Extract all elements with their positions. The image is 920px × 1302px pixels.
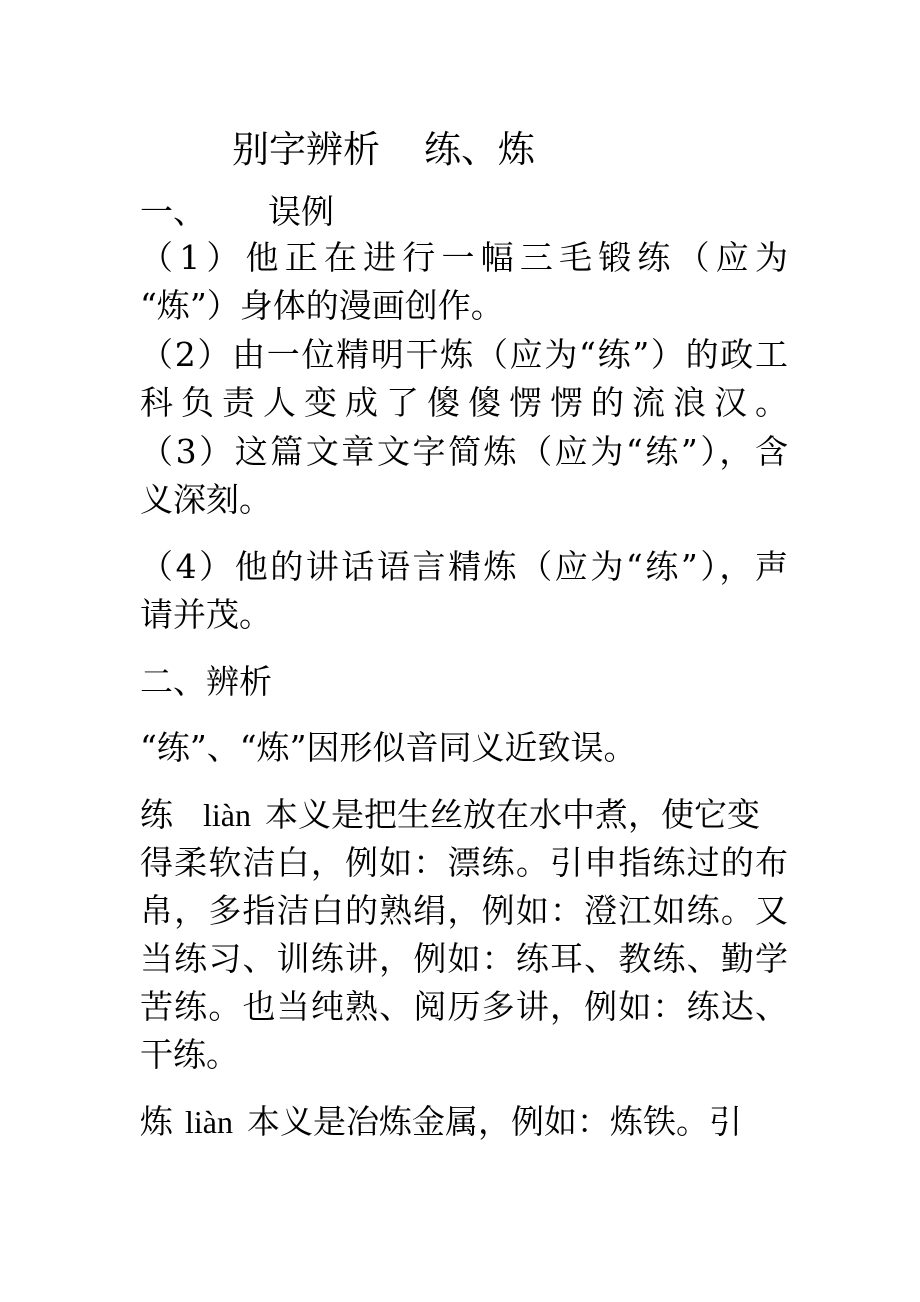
entry-definition-start: 本义是冶炼金属，例如：炼铁。引 [246,1102,742,1141]
entry-lian-silk-line-6: 干练。 [140,1035,239,1074]
entry-lian-silk-line-4: 当练习、训练讲，例如：练耳、教练、勤学 [140,939,788,978]
example-1-line-1: （1）他正在进行一幅三毛锻练（应为 [140,238,788,277]
entry-character: 炼 [140,1102,173,1141]
document-title [232,126,535,174]
example-3-line-1: （3）这篇文章文字简炼（应为“练”），含 [140,432,788,471]
entry-pinyin: liàn [185,1104,233,1140]
entry-pinyin: liàn [203,797,251,833]
entry-lian-smelt-first-line [140,1100,788,1144]
example-1-line-2: “炼”）身体的漫画创作。 [140,286,504,325]
title-characters: 练、炼 [424,128,535,171]
title-main: 别字辨析 [232,128,380,171]
section-one-heading [140,190,788,234]
section-two-intro: “练”、“炼”因形似音同义近致误。 [140,728,637,767]
section-one-number: 一、 [140,192,206,231]
entry-lian-silk-line-2: 得柔软洁白，例如：漂练。引申指练过的布 [140,843,788,882]
entry-lian-silk-line-3: 帛，多指洁白的熟绢，例如：澄江如练。又 [140,891,788,930]
entry-definition-start: 本义是把生丝放在水中煮，使它变 [264,795,760,834]
example-2-line-1: （2）由一位精明干炼（应为“练”）的政工 [140,335,788,374]
section-two-heading: 二、辨析 [140,662,272,701]
example-4-line-1: （4）他的讲话语言精炼（应为“练”），声 [140,547,788,586]
entry-character: 练 [140,795,173,834]
entry-lian-silk-first-line [140,793,788,837]
section-one-title: 误例 [268,192,334,231]
example-4-line-2: 请并茂。 [140,595,272,634]
entry-lian-silk-line-5: 苦练。也当纯熟、阅历多讲，例如：练达、 [140,987,788,1026]
example-2-line-2: 科负责人变成了傻傻愣愣的流浪汉。 [140,383,788,422]
example-3-line-2: 义深刻。 [140,480,272,519]
